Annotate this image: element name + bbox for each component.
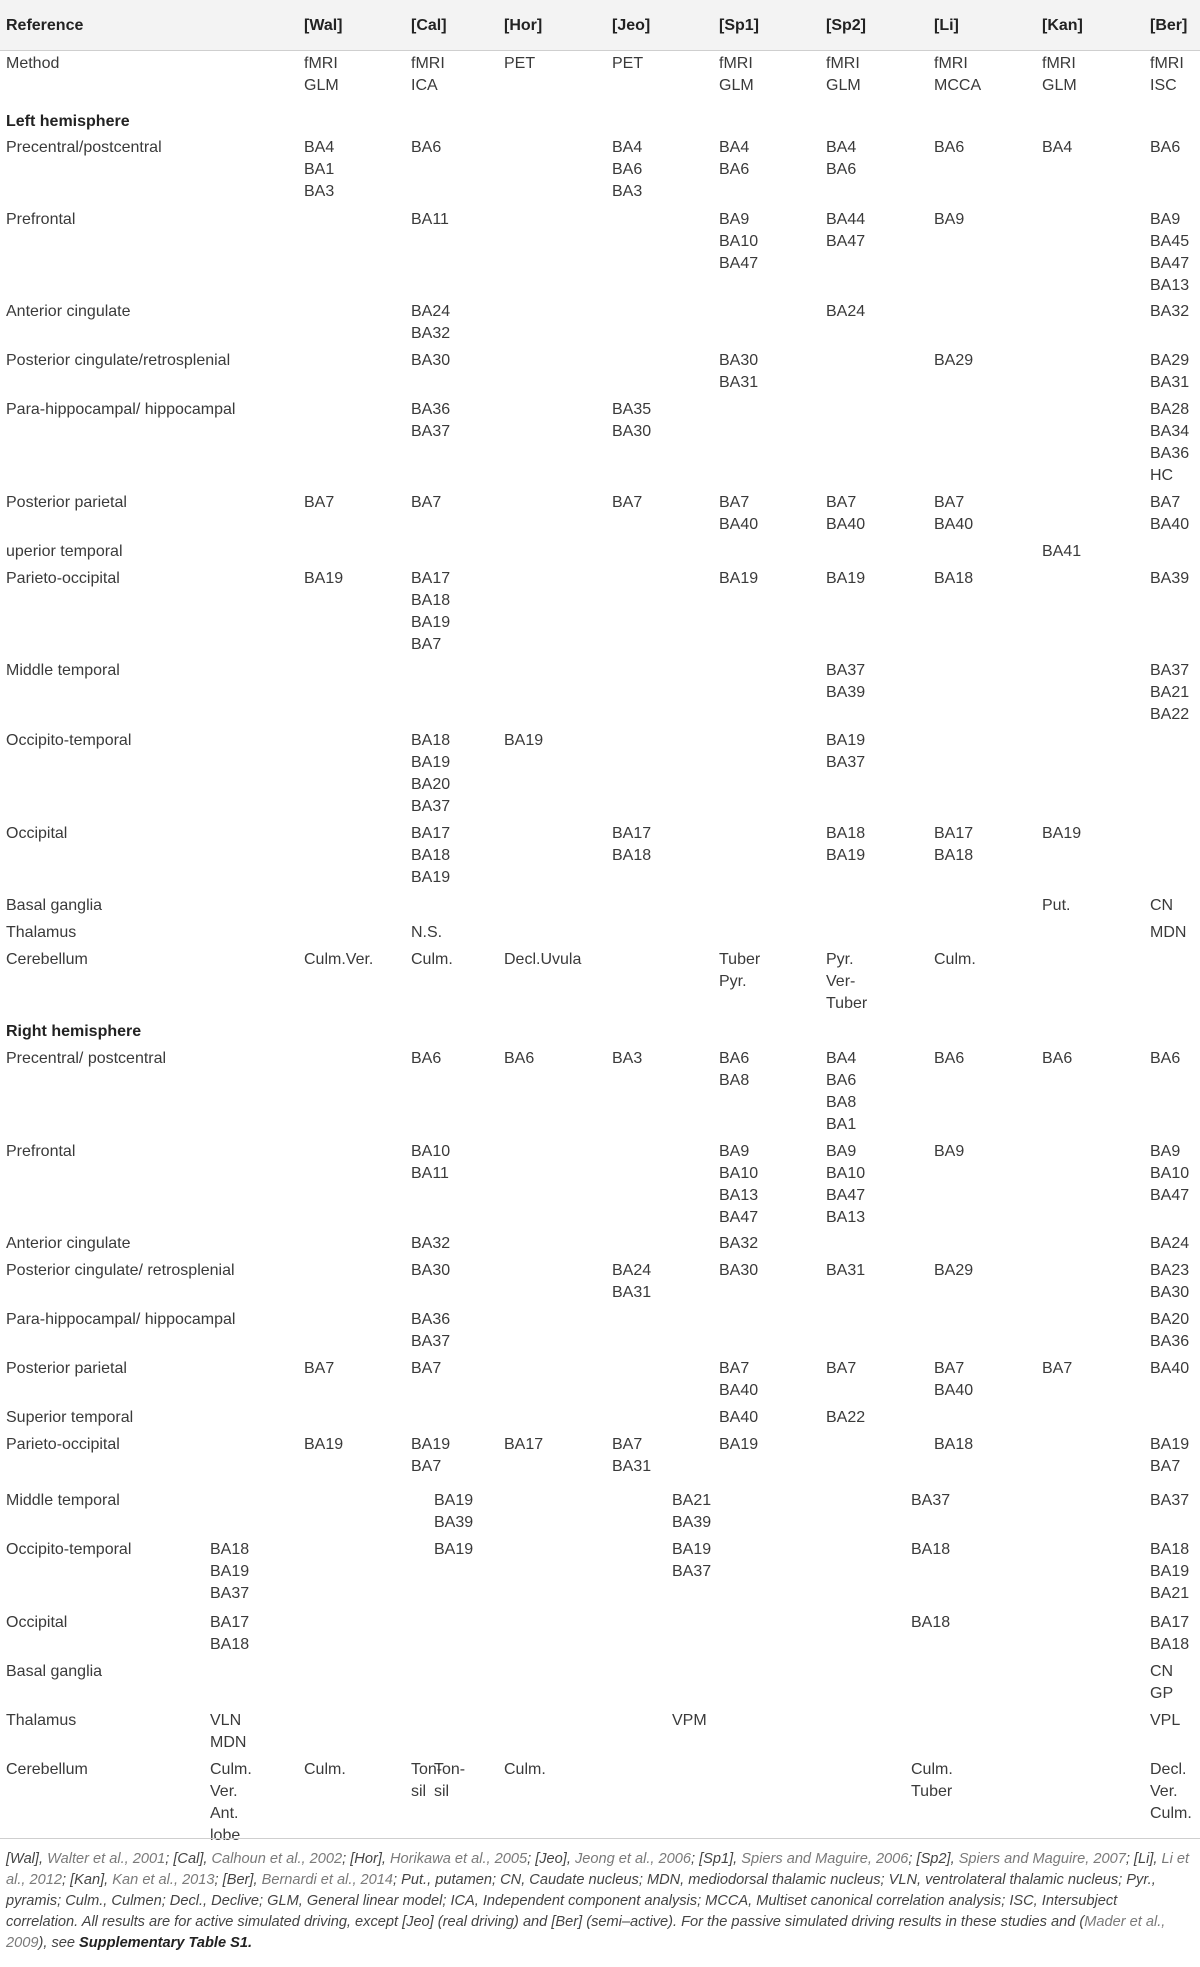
table-cell: BA19 BA39: [434, 1492, 474, 1531]
table-cell: BA40: [719, 1409, 759, 1426]
citation-link[interactable]: Horikawa et al., 2005: [389, 1851, 528, 1867]
table-cell: BA20 BA36: [1150, 1311, 1190, 1350]
table-cell: BA29: [934, 1262, 974, 1279]
header-study: [Wal]: [304, 17, 343, 34]
row-label: Para-hippocampal/ hippocampal: [6, 401, 236, 418]
table-cell: BA18: [934, 1436, 974, 1453]
table-cell: fMRI GLM: [304, 55, 339, 94]
table-cell: BA9: [934, 1143, 965, 1160]
header-study: [Hor]: [504, 17, 543, 34]
table-cell: BA35 BA30: [612, 401, 652, 440]
citation-link[interactable]: Spiers and Maguire, 2007: [958, 1851, 1126, 1867]
header-study: [Li]: [934, 17, 959, 34]
table-cell: BA19: [719, 570, 759, 587]
table-cell: BA7: [411, 1360, 442, 1377]
table-footnote: [6, 1849, 1192, 1954]
table-cell: BA7 BA31: [612, 1436, 652, 1475]
table-cell: BA6: [1150, 1050, 1181, 1067]
table-cell: Culm.: [304, 1761, 346, 1778]
table-cell: BA19: [1042, 825, 1082, 842]
citation-link[interactable]: Mader et al., 2009: [6, 1914, 1166, 1951]
table-cell: fMRI MCCA: [934, 55, 982, 94]
table-cell: BA7: [826, 1360, 857, 1377]
table-cell: BA6: [1042, 1050, 1073, 1067]
table-cell: BA19: [826, 570, 866, 587]
table-cell: BA6: [934, 1050, 965, 1067]
table-cell: BA3: [612, 1050, 643, 1067]
table-cell: BA17: [504, 1436, 544, 1453]
row-label: Posterior parietal: [6, 494, 127, 511]
table-cell: MDN: [1150, 924, 1187, 941]
table-header-band: [0, 0, 1200, 51]
row-label: uperior temporal: [6, 543, 123, 560]
row-label: Thalamus: [6, 1712, 77, 1729]
citation-link[interactable]: Li et al., 2012: [6, 1851, 1190, 1888]
table-cell: BA17 BA18 BA19: [411, 825, 451, 886]
table-cell: BA44 BA47: [826, 211, 866, 250]
table-cell: BA28 BA34 BA36 HC: [1150, 401, 1190, 484]
table-cell: BA30: [411, 1262, 451, 1279]
table-cell: BA7 BA40: [826, 494, 866, 533]
table-cell: BA4 BA1 BA3: [304, 139, 335, 200]
table-cell: fMRI GLM: [719, 55, 754, 94]
row-label: Para-hippocampal/ hippocampal: [6, 1311, 236, 1328]
row-label: Thalamus: [6, 924, 77, 941]
row-label: Cerebellum: [6, 951, 88, 968]
table-cell: BA6: [1150, 139, 1181, 156]
footnote-text: ; [Ber],: [214, 1872, 262, 1888]
table-cell: BA18: [934, 570, 974, 587]
table-cell: BA24 BA31: [612, 1262, 652, 1301]
table-cell: PET: [612, 55, 644, 72]
header-study: [Cal]: [411, 17, 447, 34]
footnote-text: ; [Hor],: [342, 1851, 390, 1867]
footnote-text: ; [Jeo],: [527, 1851, 575, 1867]
row-label: Posterior parietal: [6, 1360, 127, 1377]
table-cell: BA6: [504, 1050, 535, 1067]
table-cell: BA19: [719, 1436, 759, 1453]
table-cell: BA32: [719, 1235, 759, 1252]
table-cell: Ton- sil: [411, 1761, 443, 1800]
row-label: Posterior cingulate/retrosplenial: [6, 352, 231, 369]
table-cell: BA37 BA21 BA22: [1150, 662, 1190, 723]
row-label: Precentral/postcentral: [6, 139, 162, 156]
table-cell: BA21 BA39: [672, 1492, 712, 1531]
table-cell: BA17 BA18: [934, 825, 974, 864]
table-cell: BA18: [911, 1541, 951, 1558]
table-cell: CN GP: [1150, 1663, 1174, 1702]
table-cell: BA22: [826, 1409, 866, 1426]
row-label: Precentral/ postcentral: [6, 1050, 167, 1067]
table-cell: BA32: [1150, 303, 1190, 320]
table-cell: BA9 BA10 BA47: [719, 211, 759, 272]
table-cell: BA37 BA39: [826, 662, 866, 701]
table-cell: BA7 BA40: [1150, 494, 1190, 533]
table-cell: BA17 BA18 BA19 BA7: [411, 570, 451, 653]
footnote-text: ; [Li],: [1125, 1851, 1162, 1867]
citation-link[interactable]: Calhoun et al., 2002: [211, 1851, 343, 1867]
table-cell: Put.: [1042, 897, 1071, 914]
row-label: Occipito-temporal: [6, 1541, 132, 1558]
table-cell: BA19 BA7: [411, 1436, 451, 1475]
table-cell: BA6: [411, 1050, 442, 1067]
citation-link[interactable]: Walter et al., 2001: [47, 1851, 166, 1867]
header-reference: Reference: [6, 17, 84, 34]
footnote-text: ; [Sp1],: [690, 1851, 742, 1867]
table-cell: Culm.: [504, 1761, 546, 1778]
table-cell: Culm. Tuber: [911, 1761, 953, 1800]
table-cell: BA7: [411, 494, 442, 511]
footnote-text: ; [Kan],: [62, 1872, 113, 1888]
table-cell: BA31: [826, 1262, 866, 1279]
row-label: Cerebellum: [6, 1761, 88, 1778]
table-cell: BA18 BA19 BA20 BA37: [411, 732, 451, 815]
footnote-text: ; [Sp2],: [908, 1851, 959, 1867]
table-cell: Pyr. Ver- Tuber: [826, 951, 868, 1012]
footnote-text: ; Put., putamen; CN, Caudate nucleus; MDN, mediodorsal thalamic nucleus; VLN, ventrolateral thalamic nucleus; Pyr., pyramis; Culm., Culmen; Decl., Declive; GLM, General linear model; ICA, Independent component analysis; MCCA, Multiset canonical correlation analysis; ISC, Intersubject correlation. All results are for active simulated driving, except [Jeo] (real driving) and [Ber] (semi–active). For the passive simulated driving results in these studies and (: [6, 1872, 1156, 1930]
row-label: Basal ganglia: [6, 1663, 103, 1680]
row-label: Parieto-occipital: [6, 1436, 120, 1453]
table-cell: BA7 BA40: [934, 494, 974, 533]
table-cell: BA17 BA18: [1150, 1614, 1190, 1653]
table-cell: VPM: [672, 1712, 707, 1729]
table-cell: BA40: [1150, 1360, 1190, 1377]
row-label: Occipito-temporal: [6, 732, 132, 749]
row-label: Prefrontal: [6, 1143, 76, 1160]
table-cell: BA9 BA45 BA47 BA13: [1150, 211, 1190, 294]
row-label: Posterior cingulate/ retrosplenial: [6, 1262, 235, 1279]
table-cell: BA41: [1042, 543, 1082, 560]
table-cell: Culm.Ver.: [304, 951, 374, 968]
table-cell: BA19 BA7: [1150, 1436, 1190, 1475]
table-cell: BA37: [911, 1492, 951, 1509]
table-cell: BA9 BA10 BA47 BA13: [826, 1143, 866, 1226]
row-label: Middle temporal: [6, 662, 120, 679]
table-cell: Culm.: [934, 951, 976, 968]
row-label: Middle temporal: [6, 1492, 120, 1509]
row-label: Parieto-occipital: [6, 570, 120, 587]
table-cell: BA30 BA31: [719, 352, 759, 391]
table-cell: BA29: [934, 352, 974, 369]
header-study: [Sp1]: [719, 17, 759, 34]
table-cell: BA18 BA19: [826, 825, 866, 864]
table-cell: BA24: [826, 303, 866, 320]
table-cell: Decl. Ver. Culm.: [1150, 1761, 1192, 1822]
table-cell: Decl.Uvula: [504, 951, 582, 968]
table-cell: BA19: [504, 732, 544, 749]
row-label: Anterior cingulate: [6, 303, 131, 320]
table-cell: BA7: [304, 1360, 335, 1377]
table-cell: BA17 BA18: [612, 825, 652, 864]
row-label: Anterior cingulate: [6, 1235, 131, 1252]
table-cell: BA7 BA40: [719, 494, 759, 533]
table-cell: BA7: [304, 494, 335, 511]
table-cell: CN: [1150, 897, 1174, 914]
table-cell: BA7 BA40: [719, 1360, 759, 1399]
table-cell: BA11: [411, 211, 449, 228]
citation-link[interactable]: Spiers and Maguire, 2006: [741, 1851, 909, 1867]
table-cell: VLN MDN: [210, 1712, 247, 1751]
citation-link[interactable]: Kan et al., 2013: [112, 1872, 215, 1888]
citation-link[interactable]: Jeong et al., 2006: [574, 1851, 691, 1867]
table-cell: BA24: [1150, 1235, 1190, 1252]
table-cell: BA18 BA19 BA37: [210, 1541, 250, 1602]
table-cell: BA36 BA37: [411, 401, 451, 440]
table-cell: BA32: [411, 1235, 451, 1252]
table-cell: BA30: [719, 1262, 759, 1279]
table-cell: BA39: [1150, 570, 1190, 587]
table-cell: BA19: [304, 570, 344, 587]
supplementary-link[interactable]: Supplementary Table S1.: [79, 1935, 253, 1951]
table-cell: Ton- sil: [434, 1761, 466, 1800]
table-cell: BA19 BA37: [672, 1541, 712, 1580]
table-cell: BA18: [911, 1614, 951, 1631]
row-label: Occipital: [6, 1614, 68, 1631]
table-cell: BA4 BA6 BA3: [612, 139, 643, 200]
table-cell: Tuber Pyr.: [719, 951, 761, 990]
table-cell: Culm. Ver. Ant. lobe: [210, 1761, 252, 1844]
table-cell: BA19: [434, 1541, 474, 1558]
header-study: [Jeo]: [612, 17, 651, 34]
table-cell: BA6 BA8: [719, 1050, 750, 1089]
table-cell: BA7 BA40: [934, 1360, 974, 1399]
citation-link[interactable]: Bernardi et al., 2014: [261, 1872, 394, 1888]
footnote-text: [Wal],: [6, 1851, 48, 1867]
table-cell: fMRI ICA: [411, 55, 445, 94]
header-study: [Kan]: [1042, 17, 1083, 34]
table-cell: BA19: [304, 1436, 344, 1453]
row-label: Prefrontal: [6, 211, 76, 228]
table-cell: PET: [504, 55, 536, 72]
header-study: [Ber]: [1150, 17, 1188, 34]
table-cell: BA4 BA6 BA8 BA1: [826, 1050, 857, 1133]
table-cell: N.S.: [411, 924, 443, 941]
table-cell: BA37: [1150, 1492, 1190, 1509]
table-bottom-rule: [0, 1838, 1200, 1839]
footnote-text: ), see: [38, 1935, 80, 1951]
table-cell: BA29 BA31: [1150, 352, 1190, 391]
table-cell: BA7: [612, 494, 643, 511]
table-cell: BA6: [411, 139, 442, 156]
footnote-text: ; [Cal],: [165, 1851, 212, 1867]
row-label: Basal ganglia: [6, 897, 103, 914]
table-cell: BA17 BA18: [210, 1614, 250, 1653]
row-label: Method: [6, 55, 60, 72]
table-cell: BA36 BA37: [411, 1311, 451, 1350]
table-cell: BA30: [411, 352, 451, 369]
table-cell: BA19 BA37: [826, 732, 866, 771]
table-cell: Culm.: [411, 951, 453, 968]
row-label: Superior temporal: [6, 1409, 134, 1426]
row-label: Occipital: [6, 825, 68, 842]
table-cell: BA6: [934, 139, 965, 156]
header-study: [Sp2]: [826, 17, 866, 34]
table-cell: BA4 BA6: [826, 139, 857, 178]
table-cell: BA18 BA19 BA21: [1150, 1541, 1190, 1602]
table-cell: BA4 BA6: [719, 139, 750, 178]
table-cell: BA24 BA32: [411, 303, 451, 342]
table-cell: fMRI ISC: [1150, 55, 1184, 94]
table-cell: fMRI GLM: [826, 55, 861, 94]
table-cell: BA10 BA11: [411, 1143, 451, 1182]
table-cell: BA9 BA10 BA47: [1150, 1143, 1190, 1204]
table-cell: BA9: [934, 211, 965, 228]
section-heading: Left hemisphere: [6, 113, 130, 130]
section-heading: Right hemisphere: [6, 1023, 142, 1040]
table-cell: fMRI GLM: [1042, 55, 1077, 94]
table-cell: BA7: [1042, 1360, 1073, 1377]
table-cell: BA23 BA30: [1150, 1262, 1190, 1301]
table-cell: BA9 BA10 BA13 BA47: [719, 1143, 759, 1226]
table-cell: BA4: [1042, 139, 1073, 156]
table-cell: VPL: [1150, 1712, 1181, 1729]
